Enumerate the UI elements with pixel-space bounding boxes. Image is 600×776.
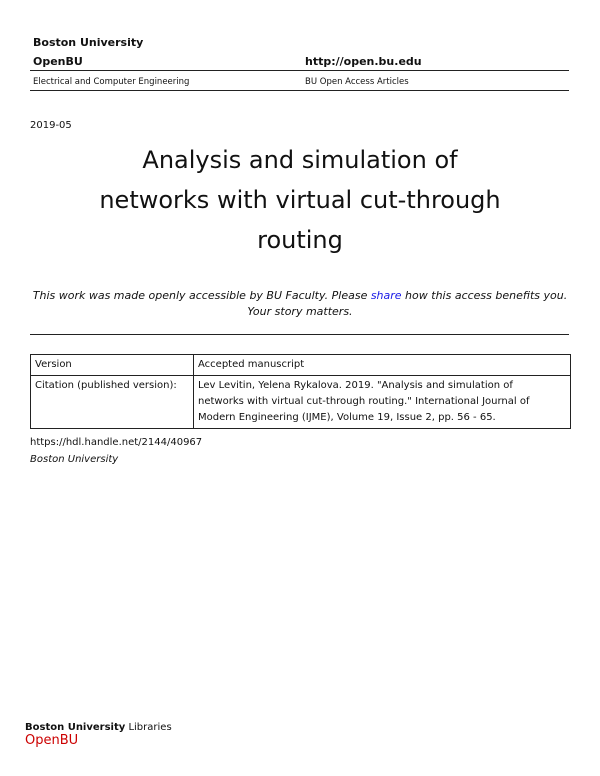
citation-line: Modern Engineering (IJME), Volume 19, Issue 2, pp. 56 - 65. [198, 412, 496, 423]
title-line: Analysis and simulation of [142, 146, 458, 174]
document-title [40, 140, 560, 260]
repository-url[interactable]: http://open.bu.edu [305, 55, 422, 68]
version-value: Accepted manuscript [194, 355, 571, 376]
repository-name: OpenBU [33, 55, 83, 68]
metadata-table [30, 354, 571, 429]
institution-footer: Boston University [30, 454, 119, 465]
table-row [31, 355, 571, 376]
library-logo [25, 722, 172, 733]
notice-text: how this access benefits you. [401, 289, 568, 302]
logo-libraries-text: Libraries [125, 722, 172, 733]
access-notice [30, 288, 570, 320]
citation-line: networks with virtual cut-through routing." International Journal of [198, 396, 530, 407]
notice-divider [30, 334, 569, 335]
table-row [31, 376, 571, 429]
version-label: Version [31, 355, 194, 376]
openbu-logo: OpenBU [25, 733, 79, 748]
citation-line: Lev Levitin, Yelena Rykalova. 2019. "Analysis and simulation of [198, 380, 513, 391]
institution-name: Boston University [33, 36, 144, 49]
share-link[interactable]: share [370, 289, 402, 302]
notice-line2: Your story matters. [247, 305, 353, 318]
header-divider [30, 70, 569, 71]
title-line: networks with virtual cut-through [99, 186, 501, 214]
handle-link[interactable]: https://hdl.handle.net/2144/40967 [30, 437, 203, 448]
publication-date: 2019-05 [30, 120, 72, 131]
header-bottom-divider [30, 90, 569, 91]
notice-text: This work was made openly accessible by BU Faculty. Please [32, 289, 371, 302]
collection-name: BU Open Access Articles [305, 77, 409, 87]
logo-bold-text: Boston University [25, 722, 126, 733]
citation-label: Citation (published version): [31, 376, 194, 429]
department-name: Electrical and Computer Engineering [33, 77, 190, 87]
citation-value [194, 376, 571, 429]
title-line: routing [257, 226, 343, 254]
